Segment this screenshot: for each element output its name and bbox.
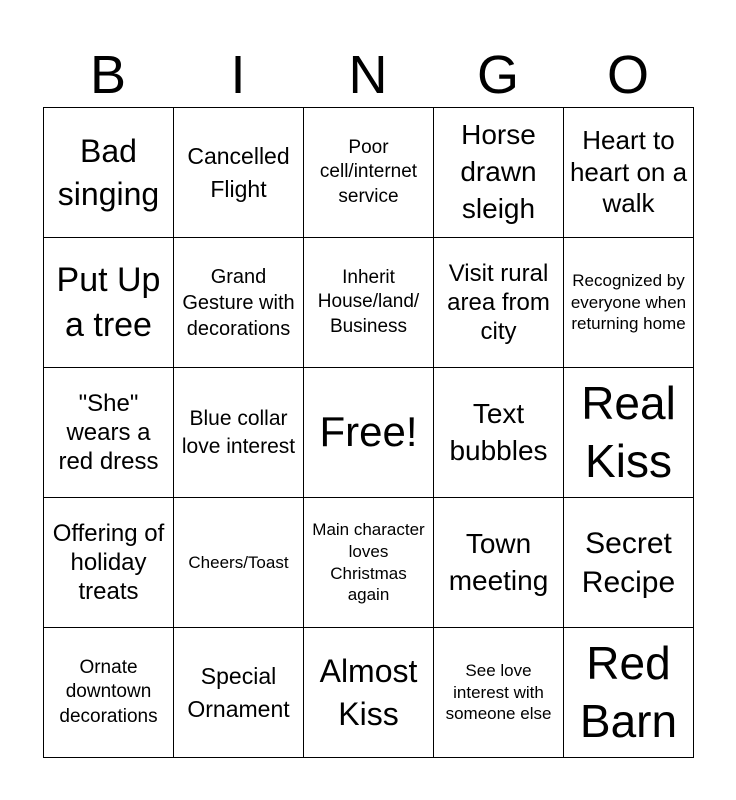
- bingo-cell[interactable]: [44, 238, 174, 368]
- bingo-cell[interactable]: [434, 108, 564, 238]
- cell-text: Ornate downtown decorations: [59, 657, 158, 727]
- header-letter-n: N: [348, 45, 388, 105]
- cell-text: Recognized by everyone when returning home: [570, 270, 687, 334]
- cell-text: Text bubbles: [449, 397, 548, 466]
- bingo-cell[interactable]: [174, 108, 304, 238]
- bingo-cell[interactable]: [564, 628, 694, 758]
- bingo-cell[interactable]: [304, 498, 434, 628]
- bingo-cell[interactable]: [44, 498, 174, 628]
- bingo-cell[interactable]: [174, 238, 304, 368]
- cell-text: "She" wears a red dress: [58, 389, 159, 476]
- bingo-cell[interactable]: [174, 368, 304, 498]
- cell-text: Heart to heart on a walk: [569, 124, 688, 219]
- header-letter-b: B: [89, 45, 127, 105]
- cell-text: Free!: [319, 408, 418, 456]
- bingo-cell[interactable]: [304, 108, 434, 238]
- bingo-cell[interactable]: [434, 628, 564, 758]
- cell-text: Main character loves Christmas again: [312, 520, 425, 605]
- cell-text: Real Kiss: [581, 377, 676, 487]
- cell-text: Secret Recipe: [581, 526, 676, 599]
- cell-text: Red Barn: [579, 637, 678, 747]
- bingo-cell[interactable]: [304, 628, 434, 758]
- cell-text: Poor cell/internet service: [319, 137, 418, 207]
- bingo-board: [43, 107, 694, 758]
- cell-text: Bad singing: [57, 133, 160, 212]
- bingo-cell[interactable]: [174, 628, 304, 758]
- cell-text: Horse drawn sleigh: [460, 119, 537, 224]
- bingo-cell[interactable]: [44, 368, 174, 498]
- cell-text: Town meeting: [448, 527, 549, 596]
- bingo-cell[interactable]: [564, 108, 694, 238]
- bingo-cell[interactable]: [44, 108, 174, 238]
- cell-text: Special Ornament: [187, 663, 290, 722]
- free-space[interactable]: [304, 368, 434, 498]
- bingo-cell[interactable]: [304, 238, 434, 368]
- bingo-cell[interactable]: [174, 498, 304, 628]
- cell-text: Inherit House/land/ Business: [317, 267, 420, 337]
- cell-text: Visit rural area from city: [447, 259, 550, 346]
- bingo-cell[interactable]: [434, 368, 564, 498]
- cell-text: Cheers/Toast: [188, 552, 289, 572]
- header-letter-o: O: [606, 45, 649, 105]
- bingo-cell[interactable]: [564, 368, 694, 498]
- cell-text: Offering of holiday treats: [52, 519, 165, 606]
- cell-text: See love interest with someone else: [445, 660, 552, 724]
- header-letter-g: G: [476, 45, 519, 105]
- bingo-cell[interactable]: [564, 498, 694, 628]
- bingo-header: [43, 44, 693, 106]
- cell-text: Blue collar love interest: [181, 407, 296, 458]
- bingo-cell[interactable]: [434, 238, 564, 368]
- bingo-cell[interactable]: [564, 238, 694, 368]
- cell-text: Put Up a tree: [56, 261, 161, 344]
- cell-text: Grand Gesture with decorations: [182, 265, 295, 340]
- header-letter-i: I: [230, 45, 246, 105]
- bingo-cell[interactable]: [434, 498, 564, 628]
- bingo-cell[interactable]: [44, 628, 174, 758]
- cell-text: Cancelled Flight: [187, 143, 290, 202]
- cell-text: Almost Kiss: [319, 653, 418, 732]
